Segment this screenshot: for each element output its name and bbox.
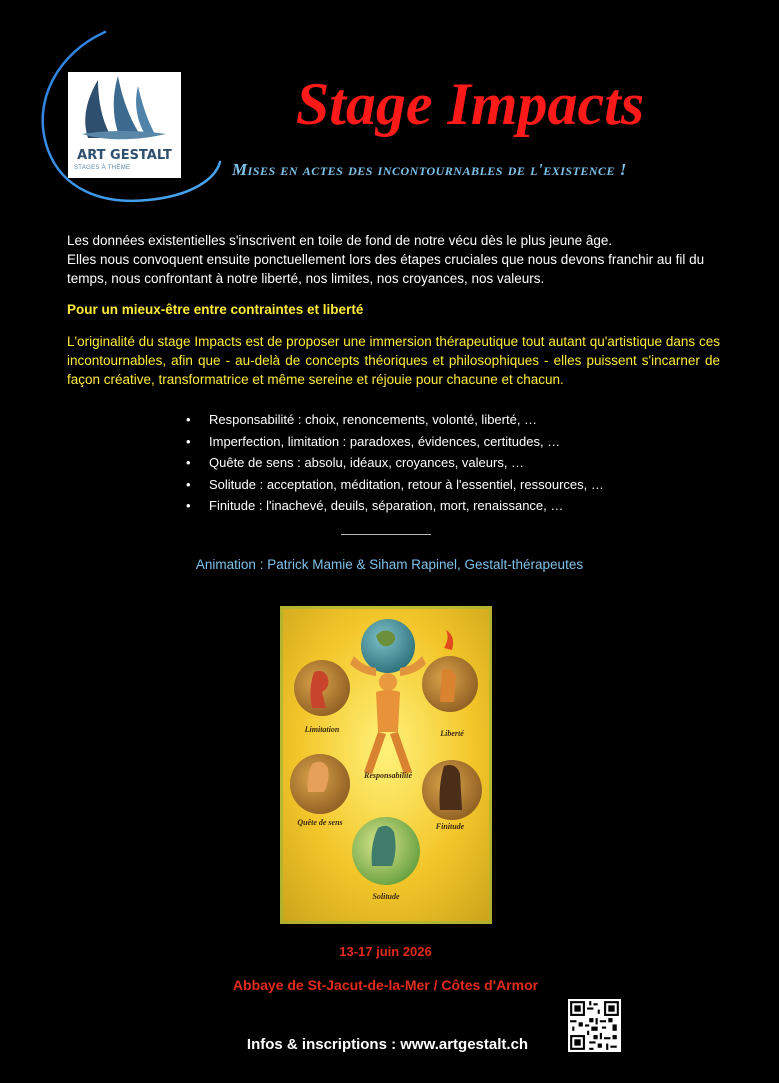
section-heading: Pour un mieux-être entre contraintes et liberté: [67, 302, 364, 317]
page-title: Stage Impacts: [295, 71, 645, 137]
label-finitude: Finitude: [435, 822, 465, 831]
intro-line-2: Elles nous convoquent ensuite ponctuellement lors des étapes cruciales que nous devons franchir au fil du temps, nous confrontant à notre liberté, nos limites, nos croyances, nos valeurs.: [67, 252, 705, 286]
logo-name: ART GESTALT: [77, 148, 172, 163]
list-item: [186, 452, 604, 474]
infos-inscriptions: Infos & inscriptions : www.artgestalt.ch: [246, 1036, 529, 1053]
art-gestalt-logo: [68, 72, 181, 178]
label-quete: Quête de sens: [297, 818, 343, 827]
list-item: [186, 495, 604, 517]
intro-text: [67, 231, 723, 288]
label-liberte: Liberté: [440, 729, 464, 738]
bullet-icon: •: [186, 455, 191, 470]
list-item: [186, 409, 604, 431]
theme-responsabilite: Responsabilité : choix, renoncements, volonté, liberté, …: [209, 412, 538, 427]
label-responsabilite: Responsabilité: [363, 771, 413, 780]
theme-solitude: Solitude : acceptation, méditation, retour à l'essentiel, ressources, …: [209, 476, 604, 492]
intro-line-1: Les données existentielles s'inscrivent en toile de fond de notre vécu dès le plus jeune âge.: [67, 233, 613, 248]
list-item: [186, 431, 604, 453]
sailboat-icon: [68, 72, 181, 148]
label-solitude: Solitude: [372, 892, 400, 901]
list-item: [186, 474, 604, 496]
logo-tagline: STAGES À THÈME: [74, 165, 131, 171]
themes-list: [186, 409, 604, 517]
bullet-icon: •: [186, 412, 191, 427]
section-paragraph: L'originalité du stage Impacts est de proposer une immersion thérapeutique tout autant qu'artistique dans ces incontournables, afin que - au-delà de concepts théoriques et philosophiques - elles puissent s'incarner de façon créative, transformatrice et même sereine et réjouie pour chacune et chacun.: [67, 334, 720, 387]
theme-quete: Quête de sens : absolu, idéaux, croyances, valeurs, …: [209, 455, 525, 470]
event-venue: Abbaye de St-Jacut-de-la-Mer / Côtes d'Armor: [232, 977, 539, 993]
bullet-icon: •: [186, 433, 191, 449]
existential-painting: [280, 606, 492, 924]
animation-credits: Animation : Patrick Mamie & Siham Rapinel, Gestalt-thérapeutes: [195, 557, 584, 572]
theme-imperfection: Imperfection, limitation : paradoxes, évidences, certitudes, …: [209, 433, 561, 449]
bullet-icon: •: [186, 476, 191, 492]
event-dates: 13-17 juin 2026: [339, 944, 432, 959]
page-subtitle: Mises en actes des incontournables de l'existence !: [232, 160, 627, 179]
bullet-icon: •: [186, 498, 191, 513]
label-limitation: Limitation: [304, 725, 340, 734]
separator-line: [341, 534, 431, 535]
theme-finitude: Finitude : l'inachevé, deuils, séparation, mort, renaissance, …: [209, 498, 564, 513]
